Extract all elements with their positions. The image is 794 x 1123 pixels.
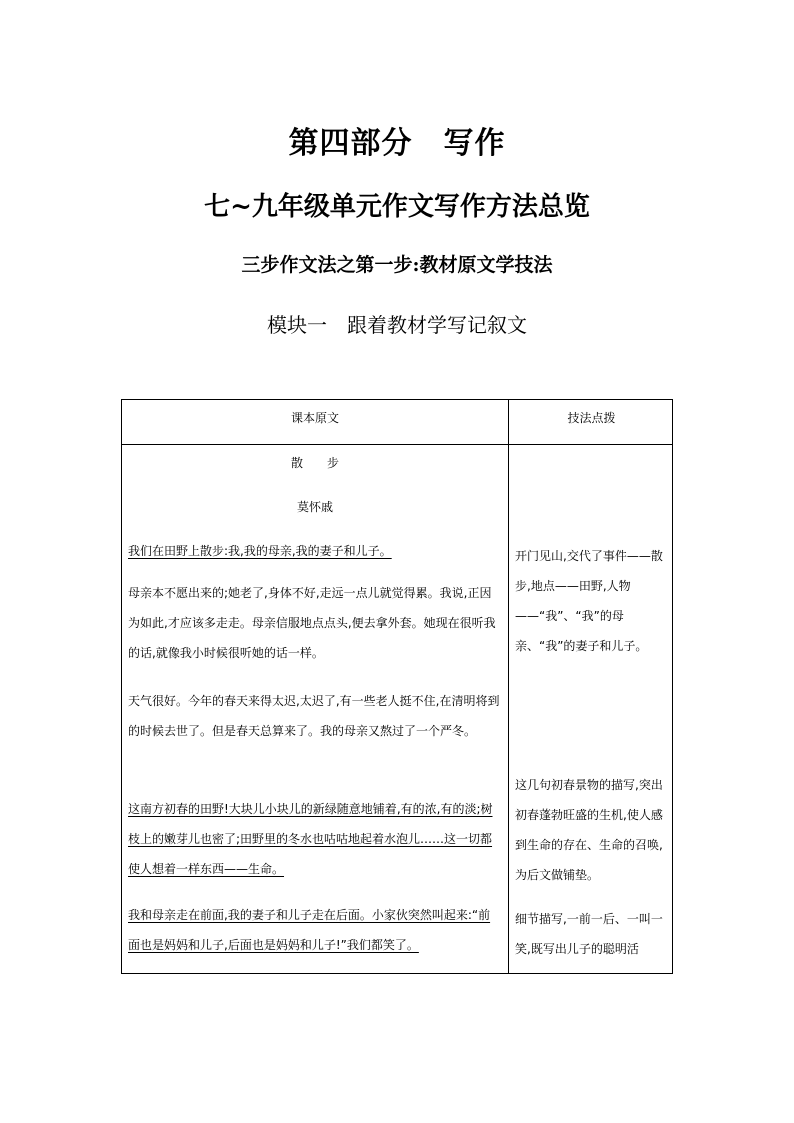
- step-title: 三步作文法之第一步:教材原文学技法: [241, 254, 553, 276]
- part-title: 第四部分 写作: [288, 126, 506, 161]
- paragraph-3: 天气很好。今年的春天来得太迟,太迟了,有一些老人挺不住,在清明将到的时候去世了。但是春天总算来了。我的母亲又熬过了一个严冬。: [128, 694, 500, 738]
- header-original-text: 课本原文: [290, 411, 339, 425]
- overview-title: 七~九年级单元作文写作方法总览: [204, 192, 590, 222]
- article-author: 莫怀戚: [296, 500, 333, 514]
- paragraph-5: 我和母亲走在前面,我的妻子和儿子走在后面。小家伙突然叫起来:“前面也是妈妈和儿子,后面也是妈妈和儿子!”我们都笑了。: [128, 908, 491, 952]
- tip-3: 细节描写,一前一后、一叫一笑,既写出儿子的聪明活: [515, 912, 663, 956]
- paragraph-4: 这南方初春的田野!大块儿小块儿的新绿随意地铺着,有的浓,有的淡;树枝上的嫩芽儿也密了;田野里的冬水也咕咕地起着水泡儿……这一切都使人想着一样东西——生命。: [128, 802, 493, 876]
- table-header-divider: [122, 444, 672, 445]
- header-technique: 技法点拨: [567, 411, 616, 425]
- module-title: 模块一 跟着教材学写记叙文: [267, 313, 527, 337]
- article-title: 散 步: [290, 456, 339, 470]
- tip-2: 这几句初春景物的描写,突出初春蓬勃旺盛的生机,使人感到生命的存在、生命的召唤,为后文做铺垫。: [515, 778, 663, 882]
- tip-1: 开门见山,交代了事件——散步,地点——田野,人物——“我”、“我”的母亲、“我”的妻子和儿子。: [515, 549, 663, 653]
- analysis-table: [121, 399, 673, 974]
- paragraph-1: 我们在田野上散步:我,我的母亲,我的妻子和儿子。: [128, 544, 392, 558]
- paragraph-2: 母亲本不愿出来的;她老了,身体不好,走远一点儿就觉得累。我说,正因为如此,才应该多走走。母亲信服地点点头,便去拿外套。她现在很听我的话,就像我小时候很听她的话一样。: [128, 586, 496, 660]
- table-column-divider: [508, 400, 509, 973]
